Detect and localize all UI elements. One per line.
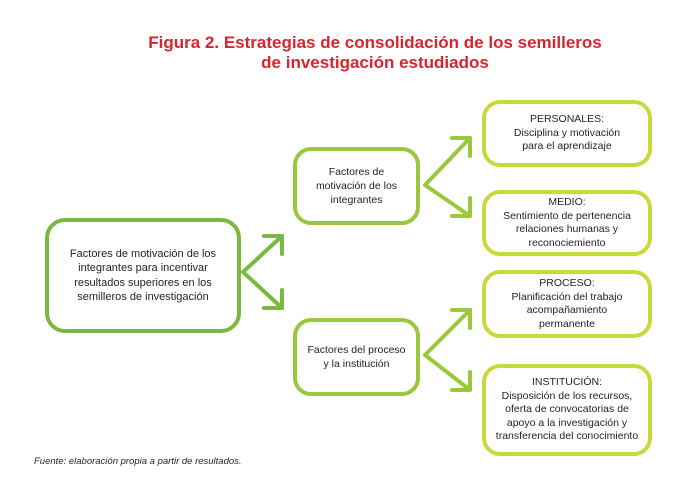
proceso-heading: PROCESO:: [539, 277, 595, 289]
medio-line: relaciones humanas y: [515, 223, 619, 235]
source-note: Fuente: elaboración propia a partir de resultados.: [34, 456, 242, 467]
personales-line: para el aprendizaje: [522, 140, 612, 153]
medio-heading: MEDIO:: [548, 196, 586, 208]
main-box-line: Factores de motivación de los: [69, 247, 217, 260]
mid-box-line: Factores del proceso: [307, 344, 406, 356]
arrow-main-to-top: [243, 236, 282, 272]
personales-line: Disciplina y motivación: [513, 126, 621, 139]
personales-box: [482, 100, 652, 167]
institucion-line: apoyo a la investigación y: [506, 416, 628, 429]
figure-title-line-2: de investigación estudiados: [261, 53, 489, 72]
arrow-top-to-medio: [425, 185, 470, 216]
figure-title-line-1: Figura 2. Estrategias de consolidación de los semilleros: [148, 33, 602, 52]
proceso-line: permanente: [538, 317, 596, 330]
medio-box: [482, 190, 652, 256]
arrow-bottom-to-proceso: [425, 310, 470, 355]
institucion-line: transferencia del conocimiento: [495, 430, 639, 443]
institucion-box: [482, 364, 652, 456]
proceso-line: Planificación del trabajo: [511, 290, 623, 303]
medio-line: reconociemiento: [528, 236, 606, 249]
institucion-line: Disposición de los recursos,: [501, 389, 633, 402]
main-box-line: integrantes para incentivar: [78, 262, 208, 274]
arrow-main-to-bottom: [243, 272, 282, 308]
arrow-bottom-to-institucion: [425, 355, 470, 390]
main-box-line: resultados superiores en los: [74, 276, 212, 289]
mid-box-line: y la institución: [323, 358, 390, 370]
mid-box-line: Factores de: [328, 166, 385, 178]
medio-line: Sentimiento de pertenencia: [503, 209, 631, 222]
mid-box-line: integrantes: [330, 194, 383, 206]
institucion-line: oferta de convocatorias de: [505, 403, 629, 416]
mid-box-line: motivación de los: [315, 180, 398, 192]
main-box-line: semilleros de investigación: [77, 291, 209, 303]
process-institution-factors-box: [293, 318, 420, 396]
arrow-top-to-personales: [425, 138, 470, 185]
personales-heading: PERSONALES:: [529, 113, 605, 126]
proceso-line: acompañamiento: [526, 304, 608, 316]
proceso-box: [482, 270, 652, 338]
main-factor-box: [45, 218, 241, 333]
institucion-heading: INSTITUCIÓN:: [532, 376, 602, 389]
motivation-factors-box: [293, 147, 420, 225]
